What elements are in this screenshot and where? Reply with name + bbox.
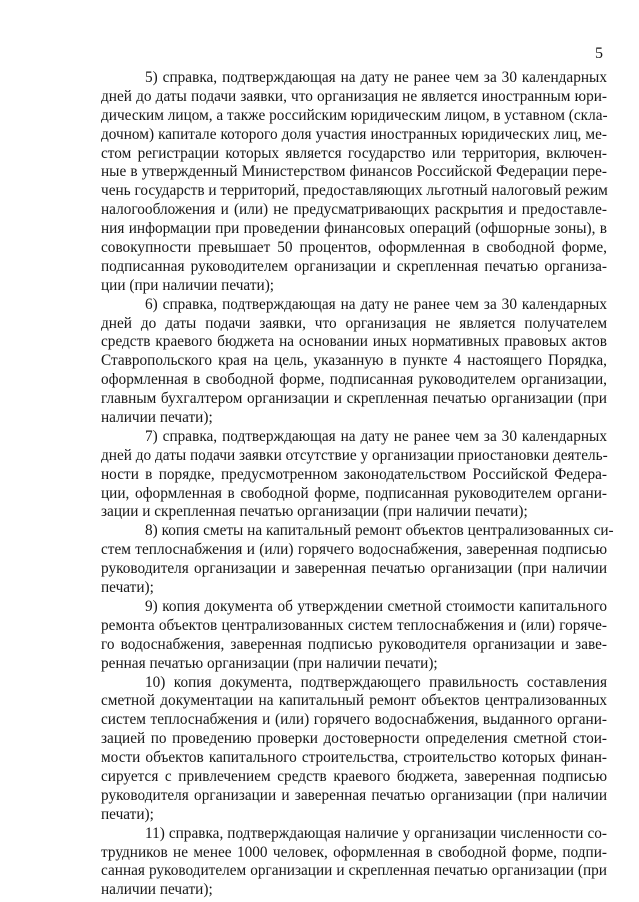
text-line: ренная печатью организации (при наличии печати);	[101, 654, 438, 672]
text-line: 11) справка, подтверждающая наличие у организации численности со-	[145, 824, 607, 842]
text-line: стем теплоснабжения и (или) горячего водоснабжения, заверенная подписью	[101, 541, 607, 559]
text-line: наличии печати);	[101, 409, 213, 427]
text-line: зации и скрепленная печатью организации (при наличии печати);	[101, 503, 528, 521]
text-line: ности в порядке, предусмотренном законодательством Российской Федера-	[101, 465, 607, 483]
text-line: ции, оформленная в свободной форме, подписанная руководителем органи-	[101, 484, 607, 502]
text-line: 5) справка, подтверждающая на дату не ранее чем за 30 календарных	[145, 69, 607, 86]
text-line: дней до даты подачи заявки, что организация не является иностранным юри-	[101, 87, 607, 105]
text-line: ции (при наличии печати);	[101, 276, 275, 294]
text-line: чень государств и территорий, предоставляющих льготный налоговый режим	[101, 182, 608, 200]
text-line: печати);	[101, 579, 154, 597]
text-line: наличии печати);	[101, 881, 213, 899]
text-line: ремонта объектов централизованных систем теплоснабжения и (или) горяче-	[101, 616, 607, 634]
text-line: совокупности превышает 50 процентов, оформленная в свободной форме,	[101, 239, 607, 257]
text-line: мости объектов капитального строительства, строительство которых финан-	[101, 749, 607, 767]
text-line: трудников не менее 1000 человек, оформленная в свободной форме, подпи-	[101, 843, 607, 861]
text-line: руководителя организации и заверенная печатью организации (при наличии	[101, 786, 607, 804]
text-line: санная руководителем организации и скрепленная печатью организации (при	[101, 862, 607, 880]
text-line: средств краевого бюджета на основании иных нормативных правовых актов	[101, 333, 607, 351]
text-line: ния информации при проведении финансовых операций (офшорные зоны), в	[101, 220, 607, 238]
text-line: подписанная руководителем организации и скрепленная печатью организа-	[101, 257, 607, 275]
text-line: 9) копия документа об утверждении сметной стоимости капитального	[145, 597, 607, 615]
text-line: систем теплоснабжения и (или) горячего водоснабжения, выданного органи-	[101, 711, 607, 729]
text-line: 8) копия сметы на капитальный ремонт объектов централизованных си-	[145, 522, 614, 540]
paragraph-item-6	[101, 296, 607, 428]
text-line: главным бухгалтером организации и скрепленная печатью организации (при	[101, 390, 607, 408]
text-line: дочном) капитале которого доля участия иностранных юридических лиц, ме-	[101, 125, 607, 143]
text-line: сируется с привлечением средств краевого бюджета, заверенная подписью	[101, 767, 607, 785]
text-line: 10) копия документа, подтверждающего правильность составления	[145, 673, 607, 691]
text-line: стом регистрации которых является государство или территория, включен-	[101, 144, 607, 162]
page-number: 5	[595, 45, 603, 62]
text-line: дней до даты подачи заявки, что организация не является получателем	[101, 314, 607, 332]
text-line: дическим лицом, а также российским юридическим лицом, в уставном (скла-	[101, 106, 608, 124]
text-line: оформленная в свободной форме, подписанная руководителем организации,	[101, 371, 607, 389]
paragraph-item-7	[101, 428, 607, 522]
text-line: зацией по проведению проверки достоверности определения сметной стои-	[101, 730, 607, 748]
paragraph-item-5	[101, 69, 607, 296]
text-line: го водоснабжения, заверенная подписью руководителя организации и заве-	[101, 635, 607, 653]
text-line: ные в утвержденный Министерством финансов Российской Федерации пере-	[101, 163, 607, 181]
text-line: сметной документации на капитальный ремонт объектов централизованных	[101, 692, 607, 710]
paragraph-item-11	[101, 825, 607, 901]
document-body	[101, 69, 614, 900]
paragraph-item-8	[101, 522, 614, 598]
text-line: 7) справка, подтверждающая на дату не ранее чем за 30 календарных	[145, 427, 607, 445]
text-line: 6) справка, подтверждающая на дату не ранее чем за 30 календарных	[145, 295, 607, 313]
text-line: печати);	[101, 805, 154, 823]
text-line: дней до даты подачи заявки отсутствие у организации приостановки деятель-	[101, 446, 608, 464]
text-line: Ставропольского края на цель, указанную в пункте 4 настоящего Порядка,	[101, 352, 607, 370]
paragraph-item-10	[101, 674, 607, 825]
paragraph-item-9	[101, 598, 607, 674]
text-line: руководителя организации и заверенная печатью организации (при наличии	[101, 560, 607, 578]
text-line: налогообложения и (или) не предусматривающих раскрытия и предоставле-	[101, 201, 607, 219]
